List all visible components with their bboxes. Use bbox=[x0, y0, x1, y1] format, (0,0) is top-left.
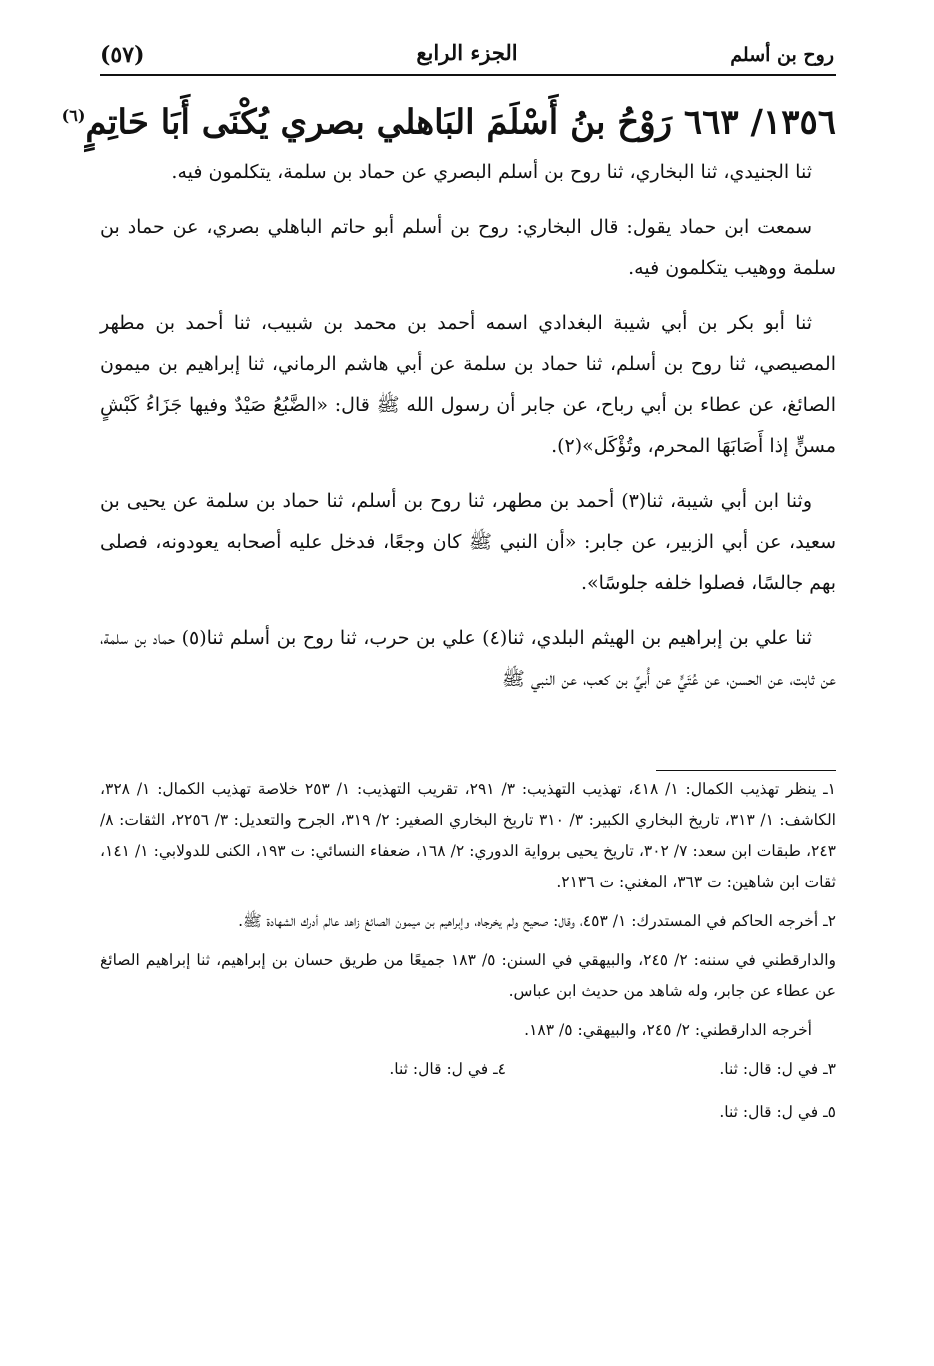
footnote-3: ٣ـ في ل: قال: ثنا. bbox=[719, 1060, 836, 1078]
footnote-rule bbox=[656, 770, 836, 771]
paragraph-4: وثنا ابن أبي شيبة، ثنا(٣) أحمد بن مطهر، ثنا روح بن أسلم، ثنا حماد بن سلمة عن يحيى بن سعيد، عن أبي الزبير، عن جابر: «أن النبي ﷺ كان وجعًا، فدخل عليه أصحابه يعودونه، فصلى بهم جالسًا، فصلوا خلفه جلوسًا». bbox=[100, 490, 836, 594]
header-volume: الجزء الرابع bbox=[416, 40, 518, 65]
footnote-2: ٢ـ أخرجه الحاكم في المستدرك: ١/ ٤٥٣، وقال: صحيح ولم يخرجاه، وإبراهيم بن ميمون الصائغ زاهد عالم أدرك الشهادة ﷺ. bbox=[238, 912, 836, 930]
entry-title-note-ref: (٦) bbox=[61, 106, 86, 125]
footnotes bbox=[100, 774, 836, 1128]
paragraph-2: سمعت ابن حماد يقول: قال البخاري: روح بن أسلم أبو حاتم الباهلي بصري، عن حماد بن سلمة ووهيب يتكلمون فيه. bbox=[100, 216, 836, 279]
header-section-title: روح بن أسلم bbox=[730, 44, 834, 66]
footnote-row-3-4 bbox=[100, 1054, 836, 1085]
footnote-4: ٤ـ في ل: قال: ثنا. bbox=[389, 1060, 506, 1078]
footnote-2-extra: أخرجه الدارقطني: ٢/ ٢٤٥، والبيهقي: ٥/ ١٨٣. bbox=[524, 1021, 812, 1039]
paragraph-5: ثنا علي بن إبراهيم بن الهيثم البلدي، ثنا(٤) علي بن حرب، ثنا روح بن أسلم ثنا(٥) حماد بن سلمة، عن ثابت، عن الحسن، عن عُتَيٍّ عن أُبيِّ بن كعب، عن النبي ﷺ bbox=[100, 627, 836, 690]
page-number: (٥٧) bbox=[100, 42, 145, 68]
footnote-5: ٥ـ في ل: قال: ثنا. bbox=[719, 1103, 836, 1121]
paragraph-1: ثنا الجنيدي، ثنا البخاري، ثنا روح بن أسلم البصري عن حماد بن سلمة، يتكلمون فيه. bbox=[171, 161, 812, 183]
paragraph-3: ثنا أبو بكر بن أبي شيبة البغدادي اسمه أحمد بن محمد بن شبيب، ثنا أحمد بن مطهر المصيصي، ثنا روح بن أسلم، ثنا حماد بن سلمة عن أبي هاشم الرماني، ثنا إبراهيم بن ميمون الصائغ، عن عطاء بن أبي رباح، عن جابر أن رسول الله ﷺ قال: «الضَّبُعُ صَيْدٌ وفيها جَزَاءُ كَبْشٍ مسنٍّ إذا أَصَابَهَا المحرم، وتُؤْكَل»(٢). bbox=[100, 312, 836, 457]
header-rule bbox=[100, 74, 836, 76]
running-header bbox=[100, 38, 834, 72]
entry-title-text: ١٣٥٦/ ٦٦٣ رَوْحُ بنُ أَسْلَمَ البَاهلي بصري يُكْنَى أَبَا حَاتِمٍ bbox=[85, 102, 836, 143]
entry-title bbox=[61, 92, 836, 146]
main-text bbox=[100, 152, 836, 714]
footnote-2-continued: والدارقطني في سننه: ٢/ ٢٤٥، والبيهقي في السنن: ٥/ ١٨٣ جميعًا من طريق حسان بن إبراهيم، ثنا إبراهيم الصائغ عن عطاء عن جابر، وله شاهد من حديث ابن عباس. bbox=[100, 951, 836, 1000]
footnote-1: ١ـ ينظر تهذيب الكمال: ١/ ٤١٨، تهذيب التهذيب: ٣/ ٢٩١، تقريب التهذيب: ١/ ٢٥٣ خلاصة تهذيب الكمال: ١/ ٣٢٨، الكاشف: ١/ ٣١٣، تاريخ البخاري الكبير: ٣/ ٣١٠ تاريخ البخاري الصغير: ٢/ ٣١٩، الجرح والتعديل: ٣/ ٢٢٥٦، الثقات: ٨/ ٢٤٣، طبقات ابن سعد: ٧/ ٣٠٢، تاريخ يحيى برواية الدوري: ٢/ ١٦٨، ضعفاء النسائي: ت ١٩٣، الكنى للدولابي: ١/ ١٤١، ثقات ابن شاهين: ت ٣٦٣، المغني: ت ٢١٣٦. bbox=[100, 780, 836, 891]
